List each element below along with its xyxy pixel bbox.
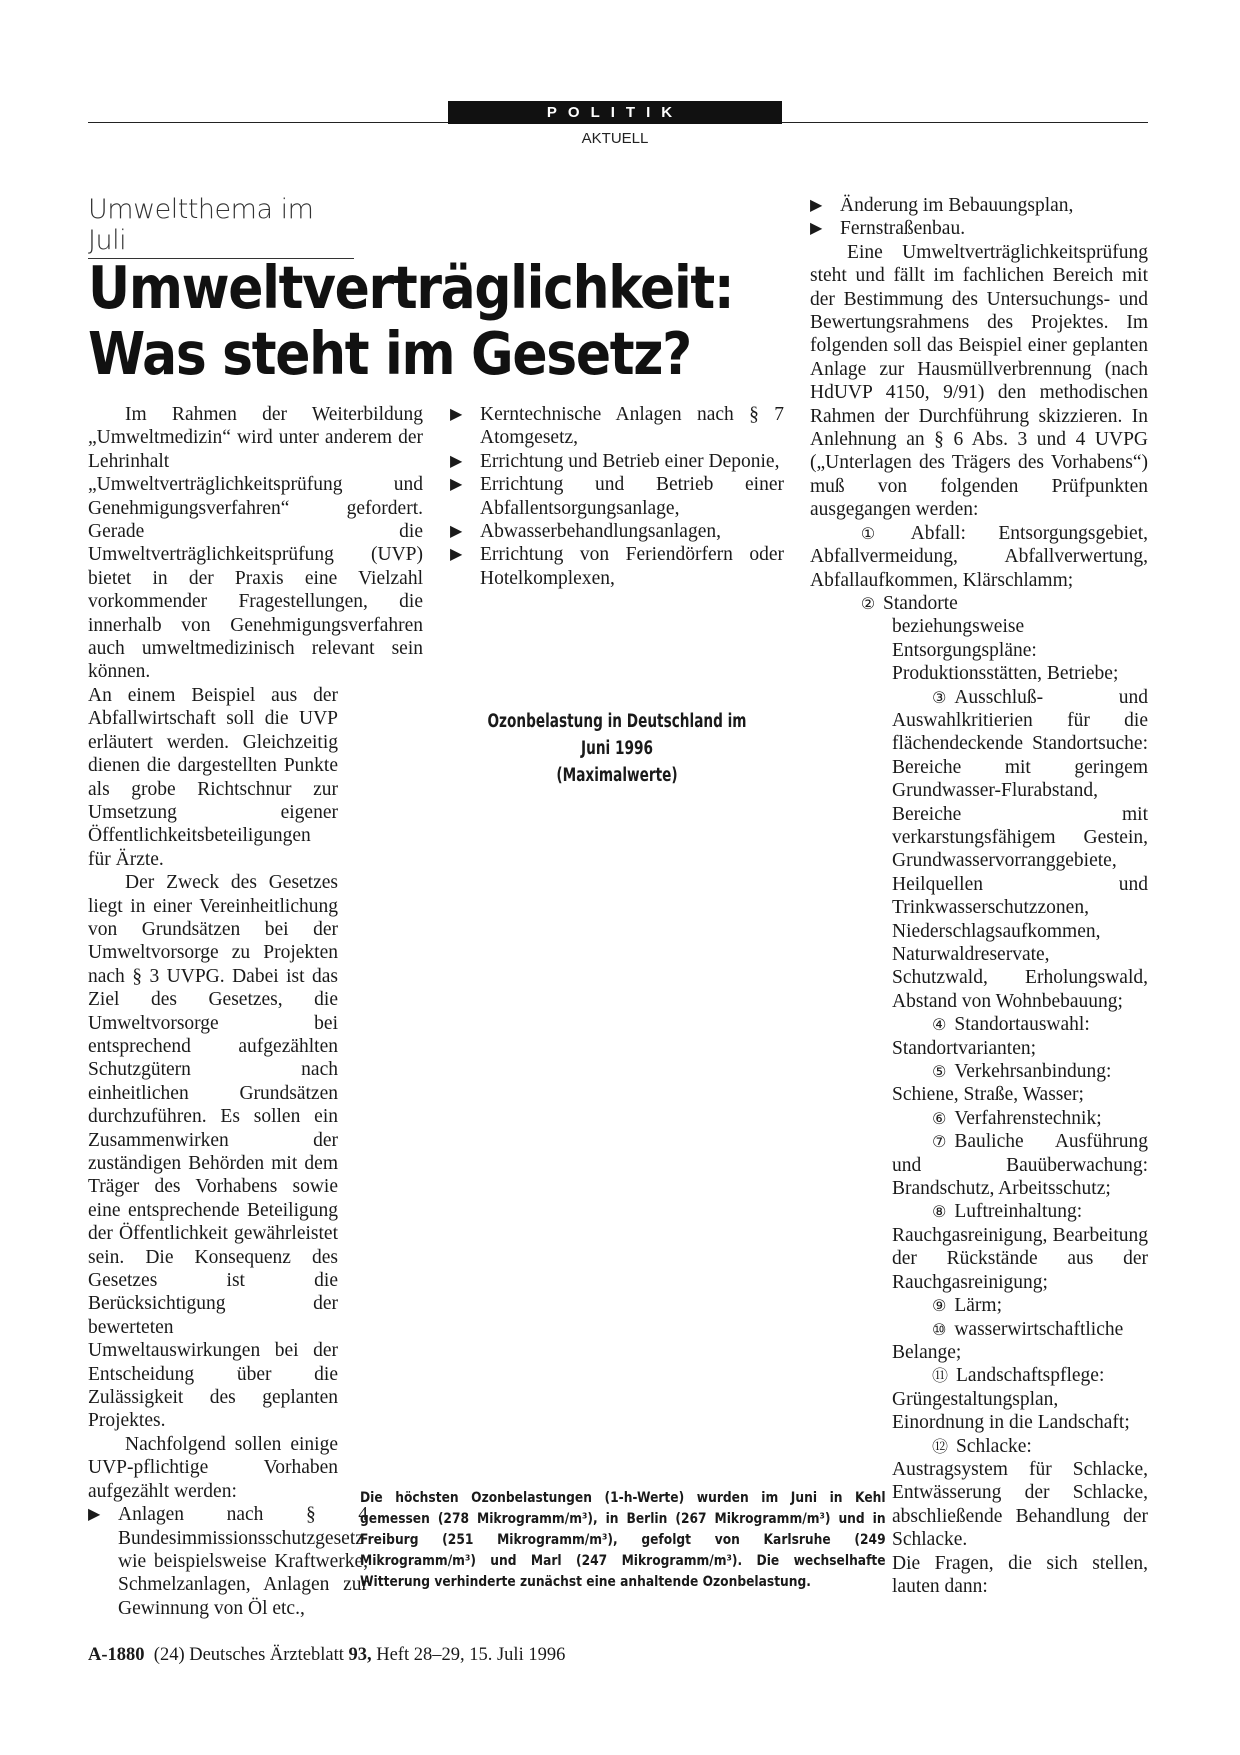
number-marker: ⑪ <box>932 1366 949 1386</box>
paragraph: Eine Umweltverträglichkeitsprüfung steht und fällt im fachlichen Bereich mit der Bestimmung des Untersuchungs- und Bewertungsrahmens des Projektes. Im folgenden soll das Beispiel einer geplanten Anlage zur Hausmüllverbrennung (nach HdUVP 4150, 9/91) den methodischen Rahmen der Durchführung skizzieren. In Anlehnung an § 6 Abs. 3 und 4 UVPG („Unterlagen des Trägers des Vorhabens“) muß von folgenden Prüfpunkten ausgegangen werden: <box>810 241 1148 521</box>
paragraph: Nachfolgend sollen einige UVP-pflichtige Vorhaben aufgezählt werden: <box>88 1433 338 1502</box>
list-item: ▶ Fernstraßenbau. <box>810 217 1148 240</box>
list-item: ▶ Errichtung und Betrieb einer Deponie, <box>450 450 784 473</box>
list-item <box>810 1364 1148 1434</box>
number-marker: ② <box>860 593 876 613</box>
column-1 <box>88 403 423 1620</box>
list-item: ▶ Errichtung von Feriendörfern oder Hotelkomplexen, <box>450 543 784 590</box>
number-marker: ⑥ <box>932 1108 947 1128</box>
list-item-text: wasserwirtschaftliche Belange; <box>892 1318 1124 1363</box>
footer-volume: 93, <box>348 1645 372 1665</box>
headline-line-1: Umweltverträglichkeit: <box>88 253 734 322</box>
list-item <box>810 1060 1148 1107</box>
footer-journal: Deutsches Ärzteblatt <box>189 1645 344 1665</box>
list-item-text: Ausschluß- und Auswahlkritierien für die flächendeckende Standortsuche: Bereiche mit geringem Grundwasser-Flurabstand, Bereiche mit verkarstungsfähigem Gestein, Grundwasservorranggebiete, Heilquellen und Trinkwasserschutzzonen, Niederschlagsaufkommen, Naturwaldreservate, Schutzwald, Erholungswald, Abstand von Wohnbebauung; <box>892 686 1148 1012</box>
list-item <box>810 1318 1148 1365</box>
subsection-label: AKTUELL <box>581 130 649 147</box>
paragraph: Im Rahmen der Weiterbildung „Umweltmedizin“ wird unter anderem der Lehrinhalt „Umweltverträglichkeitsprüfung und Genehmigungsverfahren“ gefordert. Gerade die Umweltverträglichkeitsprüfung (UVP) bietet in der Praxis eine Vielzahl vorkommender Fragestellungen, die innerhalb von Genehmigungsverfahren auch umweltmedizinisch relevant sein können. <box>88 404 423 683</box>
number-marker: ③ <box>932 687 947 707</box>
number-marker: ⑧ <box>932 1202 947 1222</box>
list-item-text: Bauliche Ausführung und Bauüberwachung: Brandschutz, Arbeitsschutz; <box>892 1131 1148 1200</box>
list-item <box>810 615 1148 685</box>
list-item: ▶ Kerntechnische Anlagen nach § 7 Atomgesetz, <box>450 403 784 450</box>
figure-title-line-1: Ozonbelastung in Deutschland im Juni 1996 <box>487 711 747 759</box>
article-headline <box>88 253 734 388</box>
list-item-text: Abfall: Entsorgungsgebiet, Abfallvermeidung, Abfallverwertung, Abfallaufkommen, Klärschlamm; <box>810 522 1148 591</box>
number-marker: ⑩ <box>932 1319 947 1339</box>
list-item: ▶ Errichtung und Betrieb einer Abfallentsorgungsanlage, <box>450 473 784 520</box>
list-item <box>810 1294 1148 1317</box>
list-item-text: Landschaftspflege: Grüngestaltungsplan, Einordnung in die Landschaft; <box>892 1365 1130 1434</box>
list-item: ▶ Änderung im Bebauungsplan, <box>810 194 1148 217</box>
figure-image-area <box>450 770 784 1470</box>
column-3 <box>810 194 1148 1598</box>
list-item <box>810 1130 1148 1200</box>
section-label: POLITIK <box>448 101 782 124</box>
number-marker: ⑫ <box>932 1436 949 1456</box>
list-item <box>810 592 1148 615</box>
column-2 <box>450 403 784 590</box>
list-item-text: Schlacke: Austragsystem für Schlacke, Entwässerung der Schlacke, abschließende Behandlung der Schlacke. <box>892 1435 1148 1551</box>
list-item <box>810 1013 1148 1060</box>
list-item: ▶ Anlagen nach § 4 Bundesimmissionsschutzgesetz wie beispielsweise Kraftwerke, Schmelzanlagen, Anlagen zur Gewinnung von Öl etc., <box>88 1503 368 1620</box>
figure-caption-text: Die höchsten Ozonbelastungen (1-h-Werte) wurden im Juni in Kehl gemessen (278 Mikrogramm/m³), in Berlin (267 Mikrogramm/m³) und in Freiburg (251 Mikrogramm/m³), gefolgt von Karlsruhe (249 Mikrogramm/m³) und Marl (247 Mikrogramm/m³). Die wechselhafte Witterung verhinderte zunächst eine anhaltende Ozonbelastung. <box>360 1490 886 1590</box>
footer-issue: Heft 28–29, 15. Juli 1996 <box>376 1645 566 1665</box>
number-marker: ① <box>860 523 903 543</box>
paragraph: Der Zweck des Gesetzes liegt in einer Vereinheitlichung von Grundsätzen bei der Umweltvorsorge zu Projekten nach § 3 UVPG. Dabei ist das Ziel des Gesetzes, die Umweltvorsorge bei entsprechend aufgezählten Schutzgütern nach einheitlichen Grundsätzen durchzuführen. Es sollen ein Zusammenwirken der zuständigen Behörden mit dem Träger des Vorhabens sowie eine entsprechende Beteiligung der Öffentlichkeit gewährleistet sein. Die Konsequenz des Gesetzes ist die Berücksichtigung der bewerteten Umweltauswirkungen bei der Entscheidung über die Zulässigkeit des geplanten Projektes. <box>88 872 338 1432</box>
figure-title-line-2: (Maximalwerte) <box>556 765 678 786</box>
figure-caption <box>360 1488 886 1593</box>
footer-page-code: A-1880 <box>88 1645 145 1665</box>
page-footer <box>88 1645 565 1666</box>
number-marker: ⑨ <box>932 1296 947 1316</box>
list-item-text: beziehungsweise Entsorgungspläne: Produktionsstätten, Betriebe; <box>892 616 1119 685</box>
list-item <box>810 686 1148 1014</box>
number-marker: ④ <box>932 1015 947 1035</box>
list-item <box>810 1107 1148 1130</box>
list-item-text: Verkehrsanbindung: Schiene, Straße, Wasser; <box>892 1061 1112 1106</box>
list-item <box>810 522 1148 592</box>
paragraph-text: Die Fragen, die sich stellen, lauten dann: <box>892 1552 1148 1597</box>
list-item-text: Standorte <box>883 592 958 614</box>
paragraph: An einem Beispiel aus der Abfallwirtschaft soll die UVP erläutert werden. Gleichzeitig dienen die dargestellten Punkte als grobe Richtschnur zur Umsetzung eigener Öffentlichkeitsbeteiligungen für Ärzte. <box>88 684 338 870</box>
paragraph <box>810 1552 1148 1599</box>
article-kicker: Umweltthema im Juli <box>88 194 354 259</box>
list-item <box>810 1435 1148 1552</box>
number-marker: ⑤ <box>932 1062 947 1082</box>
headline-line-2: Was steht im Gesetz? <box>88 319 691 388</box>
footer-page-number: (24) <box>153 1645 185 1665</box>
list-item <box>810 1200 1148 1294</box>
list-item-text: Lärm; <box>954 1295 1002 1317</box>
list-item-text: Verfahrenstechnik; <box>954 1107 1102 1129</box>
list-item: ▶ Abwasserbehandlungsanlagen, <box>450 520 784 543</box>
list-item-text: Standortauswahl: Standortvarianten; <box>892 1014 1090 1059</box>
list-item-text: Luftreinhaltung: Rauchgasreinigung, Bearbeitung der Rückstände aus der Rauchgasreinigung; <box>892 1201 1148 1293</box>
number-marker: ⑦ <box>932 1132 947 1152</box>
